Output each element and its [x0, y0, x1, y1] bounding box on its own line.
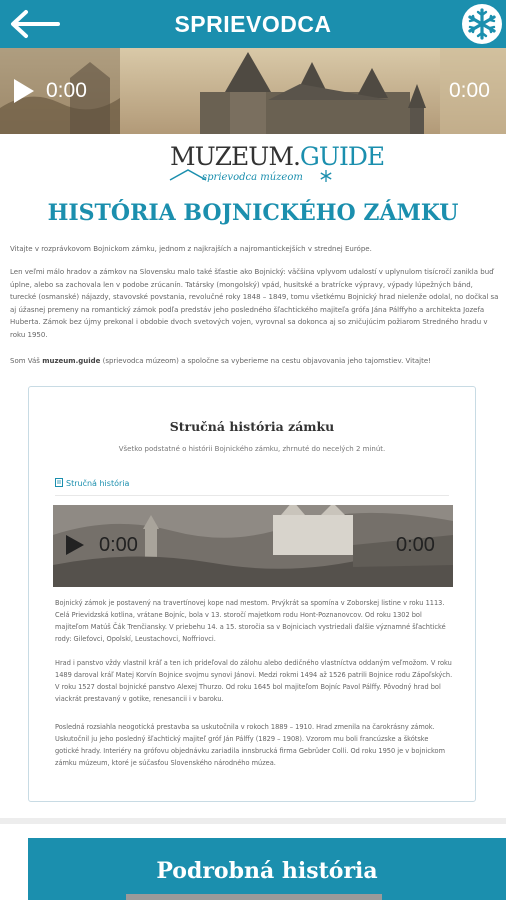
card-paragraph-2: Hrad i panstvo vždy vlastnil kráľ a ten ich prideľoval do zálohu alebo dedičného vlastníctva oddaným veľmožom. V roku 1489 daroval kráľ Matej Korvín Bojnice svojmu synovi Jánovi. Medzi rokmi 1494 až 1526 patrili Bojnice rodu Zápoľských. V roku 1527 dostal bojnické panstvo Alexej Thurzo. Od roku 1645 bol majiteľom Bojníc Pavol Pálffy. Pôvodný hrad bol viackrát prestavaný v gotike, renesancii i v baroku.: [55, 659, 453, 703]
intro-paragraph-2: Len veľmi málo hradov a zámkov na Slovensku malo také šťastie ako Bojnický: väčšina vplyvom udalostí v uplynulom tisícročí zanikla buď úplne, alebo sa zachovala len v podobe zrúcanín. Tatársky (mongolský) vpád, husitské a bratrícke výpravy, výpady lúpežných bánd, turecké (osmanské) nájazdy, stavovské povstania, revolučné roky 1848 – 1849, tomu všetkému Bojnický hrad nielenže odolal, no dočkal sa aj úžasnej premeny na romantický zámok podľa predstáv jeho posledného šľachtického majiteľa grófa Jána Pálffyho a architekta Jozefa Huberta. Zámok bez újmy prekonal i obdobie dvoch svetových vojen, vyrovnal sa dokonca aj so zničujúcim požiarom Stredného hradu v roku 1950.: [10, 268, 499, 339]
menu-button[interactable]: [462, 4, 502, 44]
card-paragraph-1: Bojnický zámok je postavený na travertínovej kope nad mestom. Prvýkrát sa spomína v Zoborskej listine v roku 1113. Celá Prievidzská kotlina, vrátane Bojníc, bola v 13. storočí majetkom rodu Hont-Poznanovcov. Od roku 1302 bol majiteľom Matúš Čák Trenčiansky. V priebehu 14. a 15. storočia sa v Bojniciach vystriedali ďalšie významné šľachtické rody: Gileťovci, Opolskí, Leustachovci, Noffriovci.: [55, 599, 446, 643]
brand-name: muzeum.guide: [42, 357, 101, 365]
card-subtitle: Všetko podstatné o histórii Bojnického zámku, zhrnuté do necelých 2 minút.: [118, 445, 386, 453]
muzeum-guide-logo: [150, 140, 385, 192]
short-history-card: [28, 386, 476, 802]
snowflake-menu-icon: [462, 4, 502, 44]
play-icon[interactable]: [12, 78, 36, 104]
app-title: SPRIEVODCA: [174, 11, 332, 37]
card-divider: [55, 495, 449, 496]
short-history-link-label: Stručná história: [66, 479, 130, 488]
hero-duration: 0:00: [449, 79, 490, 102]
section-separator: [0, 818, 506, 824]
video-duration: 0:00: [396, 534, 435, 556]
intro-paragraph-1: Vitajte v rozprávkovom Bojnickom zámku, jednom z najkrajších a najromantickejších v strednej Európe.: [10, 245, 372, 253]
detailed-history-title: Podrobná história: [156, 858, 378, 884]
page-title: HISTÓRIA BOJNICKÉHO ZÁMKU: [47, 200, 459, 226]
video-current-time: 0:00: [99, 534, 138, 556]
document-icon: [55, 478, 63, 487]
short-history-link[interactable]: [55, 478, 129, 488]
hero-current-time: 0:00: [46, 79, 87, 102]
logo-tagline: sprievodca múzeom: [202, 172, 303, 183]
back-button[interactable]: [8, 8, 60, 40]
logo-name: MUZEUM.GUIDE: [170, 142, 385, 171]
play-icon[interactable]: [65, 534, 85, 556]
logo-snowflake-icon: [320, 170, 332, 182]
card-title: Stručná história zámku: [169, 419, 335, 434]
detailed-history-section: [28, 838, 506, 900]
intro-paragraph-3: Som Váš muzeum.guide (sprievodca múzeom) a spoločne sa vyberieme na cestu objavovania jeho tajomstiev. Vitajte!: [10, 357, 431, 365]
short-history-video-player[interactable]: [53, 505, 453, 587]
card-paragraph-3: Posledná rozsiahla neogotická prestavba sa uskutočnila v rokoch 1889 – 1910. Hrad zmenila na čarokrásny zámok. Uskutočnil ju jeho posledný šľachtický majiteľ gróf Ján Pálffy (1829 – 1908). Vzorom mu boli francúzske a škótske gotické hrady. Interiéry na grófovu objednávku zariadila innsbrucká firma Gebrüder Colli. Od roku 1950 je v bojnickom zámku múzeum, ktoré je súčasťou Slovenského národného múzea.: [55, 723, 445, 767]
detailed-history-photo: [126, 894, 382, 900]
arrow-left-icon: [8, 8, 60, 40]
hero-media-player[interactable]: [0, 48, 506, 134]
top-bar: [0, 0, 506, 48]
